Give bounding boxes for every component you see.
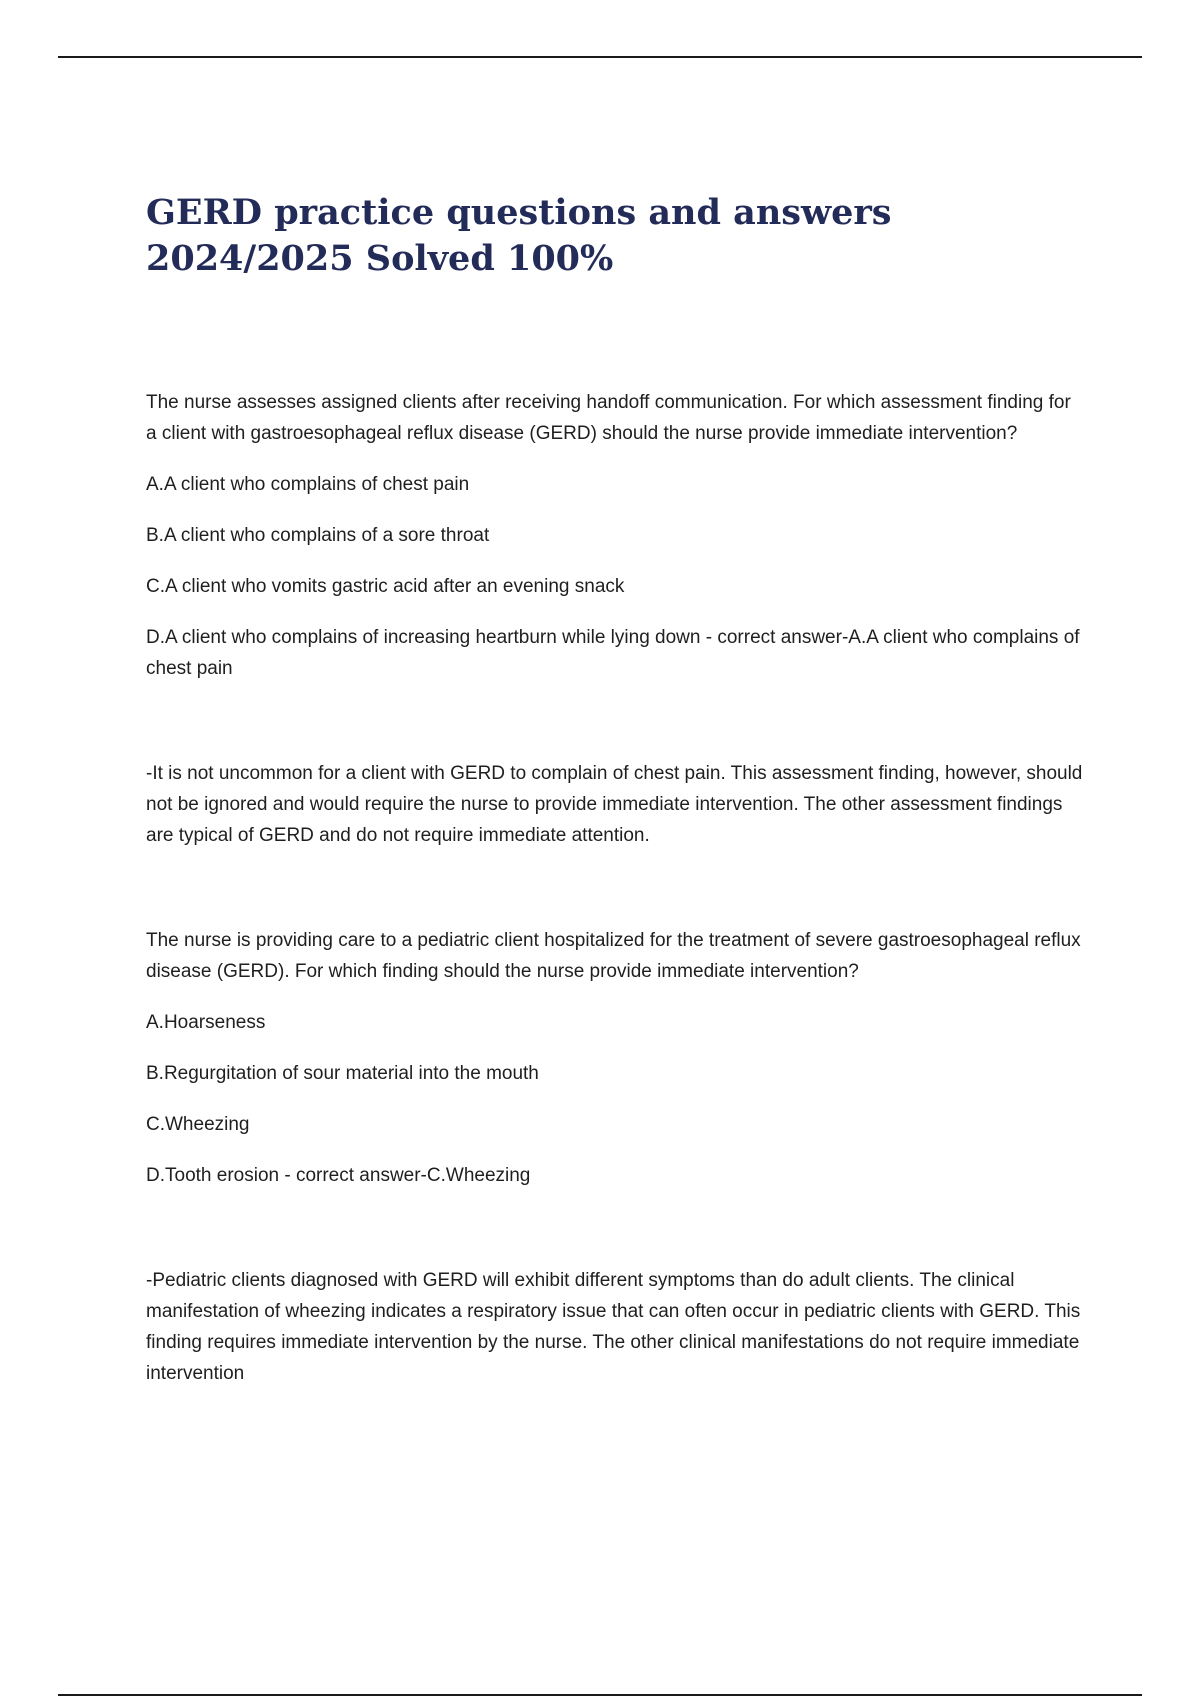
question-2-option-a: A.Hoarseness: [146, 1012, 266, 1033]
document-title: GERD practice questions and answers 2024/2025 Solved 100%: [146, 192, 892, 279]
question-2-option-c: C.Wheezing: [146, 1114, 250, 1135]
question-1-rationale: -It is not uncommon for a client with GERD to complain of chest pain. This assessment finding, however, should not be ignored and would require the nurse to provide immediate intervention. The other assessment findings are typical of GERD and do not require immediate attention.: [146, 763, 1083, 846]
document-body: [146, 190, 1086, 1389]
bottom-rule: [58, 1694, 1142, 1696]
question-1-option-d: D.A client who complains of increasing heartburn while lying down - correct answer-A.A client who complains of chest pain: [146, 627, 1080, 679]
question-1-option-a: A.A client who complains of chest pain: [146, 474, 470, 495]
question-1-option-c: C.A client who vomits gastric acid after an evening snack: [146, 576, 625, 597]
question-2-rationale: -Pediatric clients diagnosed with GERD will exhibit different symptoms than do adult clients. The clinical manifestation of wheezing indicates a respiratory issue that can often occur in pediatric clients with GERD. This finding requires immediate intervention by the nurse. The other clinical manifestations do not require immediate intervention: [146, 1270, 1081, 1384]
question-2-option-b: B.Regurgitation of sour material into the mouth: [146, 1063, 539, 1084]
question-2-stem: The nurse is providing care to a pediatric client hospitalized for the treatment of severe gastroesophageal reflux disease (GERD). For which finding should the nurse provide immediate intervention?: [146, 930, 1081, 982]
top-rule: [58, 56, 1142, 58]
question-2-option-d: D.Tooth erosion - correct answer-C.Wheezing: [146, 1165, 531, 1186]
question-1-option-b: B.A client who complains of a sore throat: [146, 525, 490, 546]
question-1-stem: The nurse assesses assigned clients after receiving handoff communication. For which assessment finding for a client with gastroesophageal reflux disease (GERD) should the nurse provide immediate intervention?: [146, 392, 1071, 444]
